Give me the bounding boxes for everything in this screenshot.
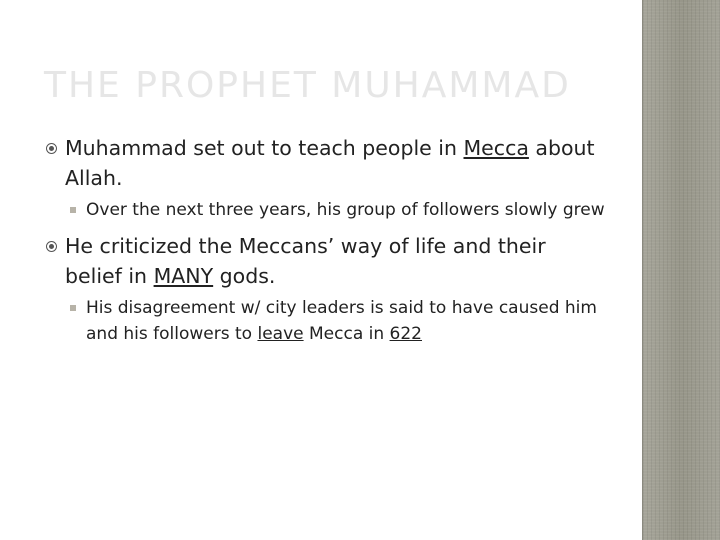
- square-icon: [70, 207, 76, 213]
- sub-bullet-text: Mecca in: [303, 324, 390, 344]
- bullet-text: He criticized the Meccans’ way of life and their belief in: [65, 234, 546, 288]
- circle-dot-icon: [46, 241, 57, 252]
- circle-dot-icon: [46, 143, 57, 154]
- square-icon: [70, 305, 76, 311]
- mecca-link[interactable]: Mecca: [463, 136, 529, 160]
- many-underlined: MANY: [153, 264, 214, 288]
- bullet-level2: [67, 197, 606, 223]
- bullet-text: Muhammad set out to teach people in: [65, 136, 464, 160]
- leave-underlined: leave: [257, 324, 304, 344]
- sub-bullet-text: His disagreement w/ city leaders is said to have caused him and his followers to: [86, 298, 597, 344]
- bullet-level1: [46, 133, 606, 193]
- slide-content: [46, 133, 606, 355]
- sub-bullet-text: Over the next three years, his group of followers slowly grew: [86, 200, 605, 220]
- year-underlined: 622: [389, 324, 422, 344]
- bullet-text: gods.: [213, 264, 276, 288]
- bullet-level1: [46, 231, 606, 291]
- bullet-text: about Allah.: [65, 136, 595, 190]
- slide-title: THE PROPHET MUHAMMAD: [44, 65, 571, 106]
- side-texture-panel: [642, 0, 720, 540]
- bullet-level2: [67, 295, 606, 347]
